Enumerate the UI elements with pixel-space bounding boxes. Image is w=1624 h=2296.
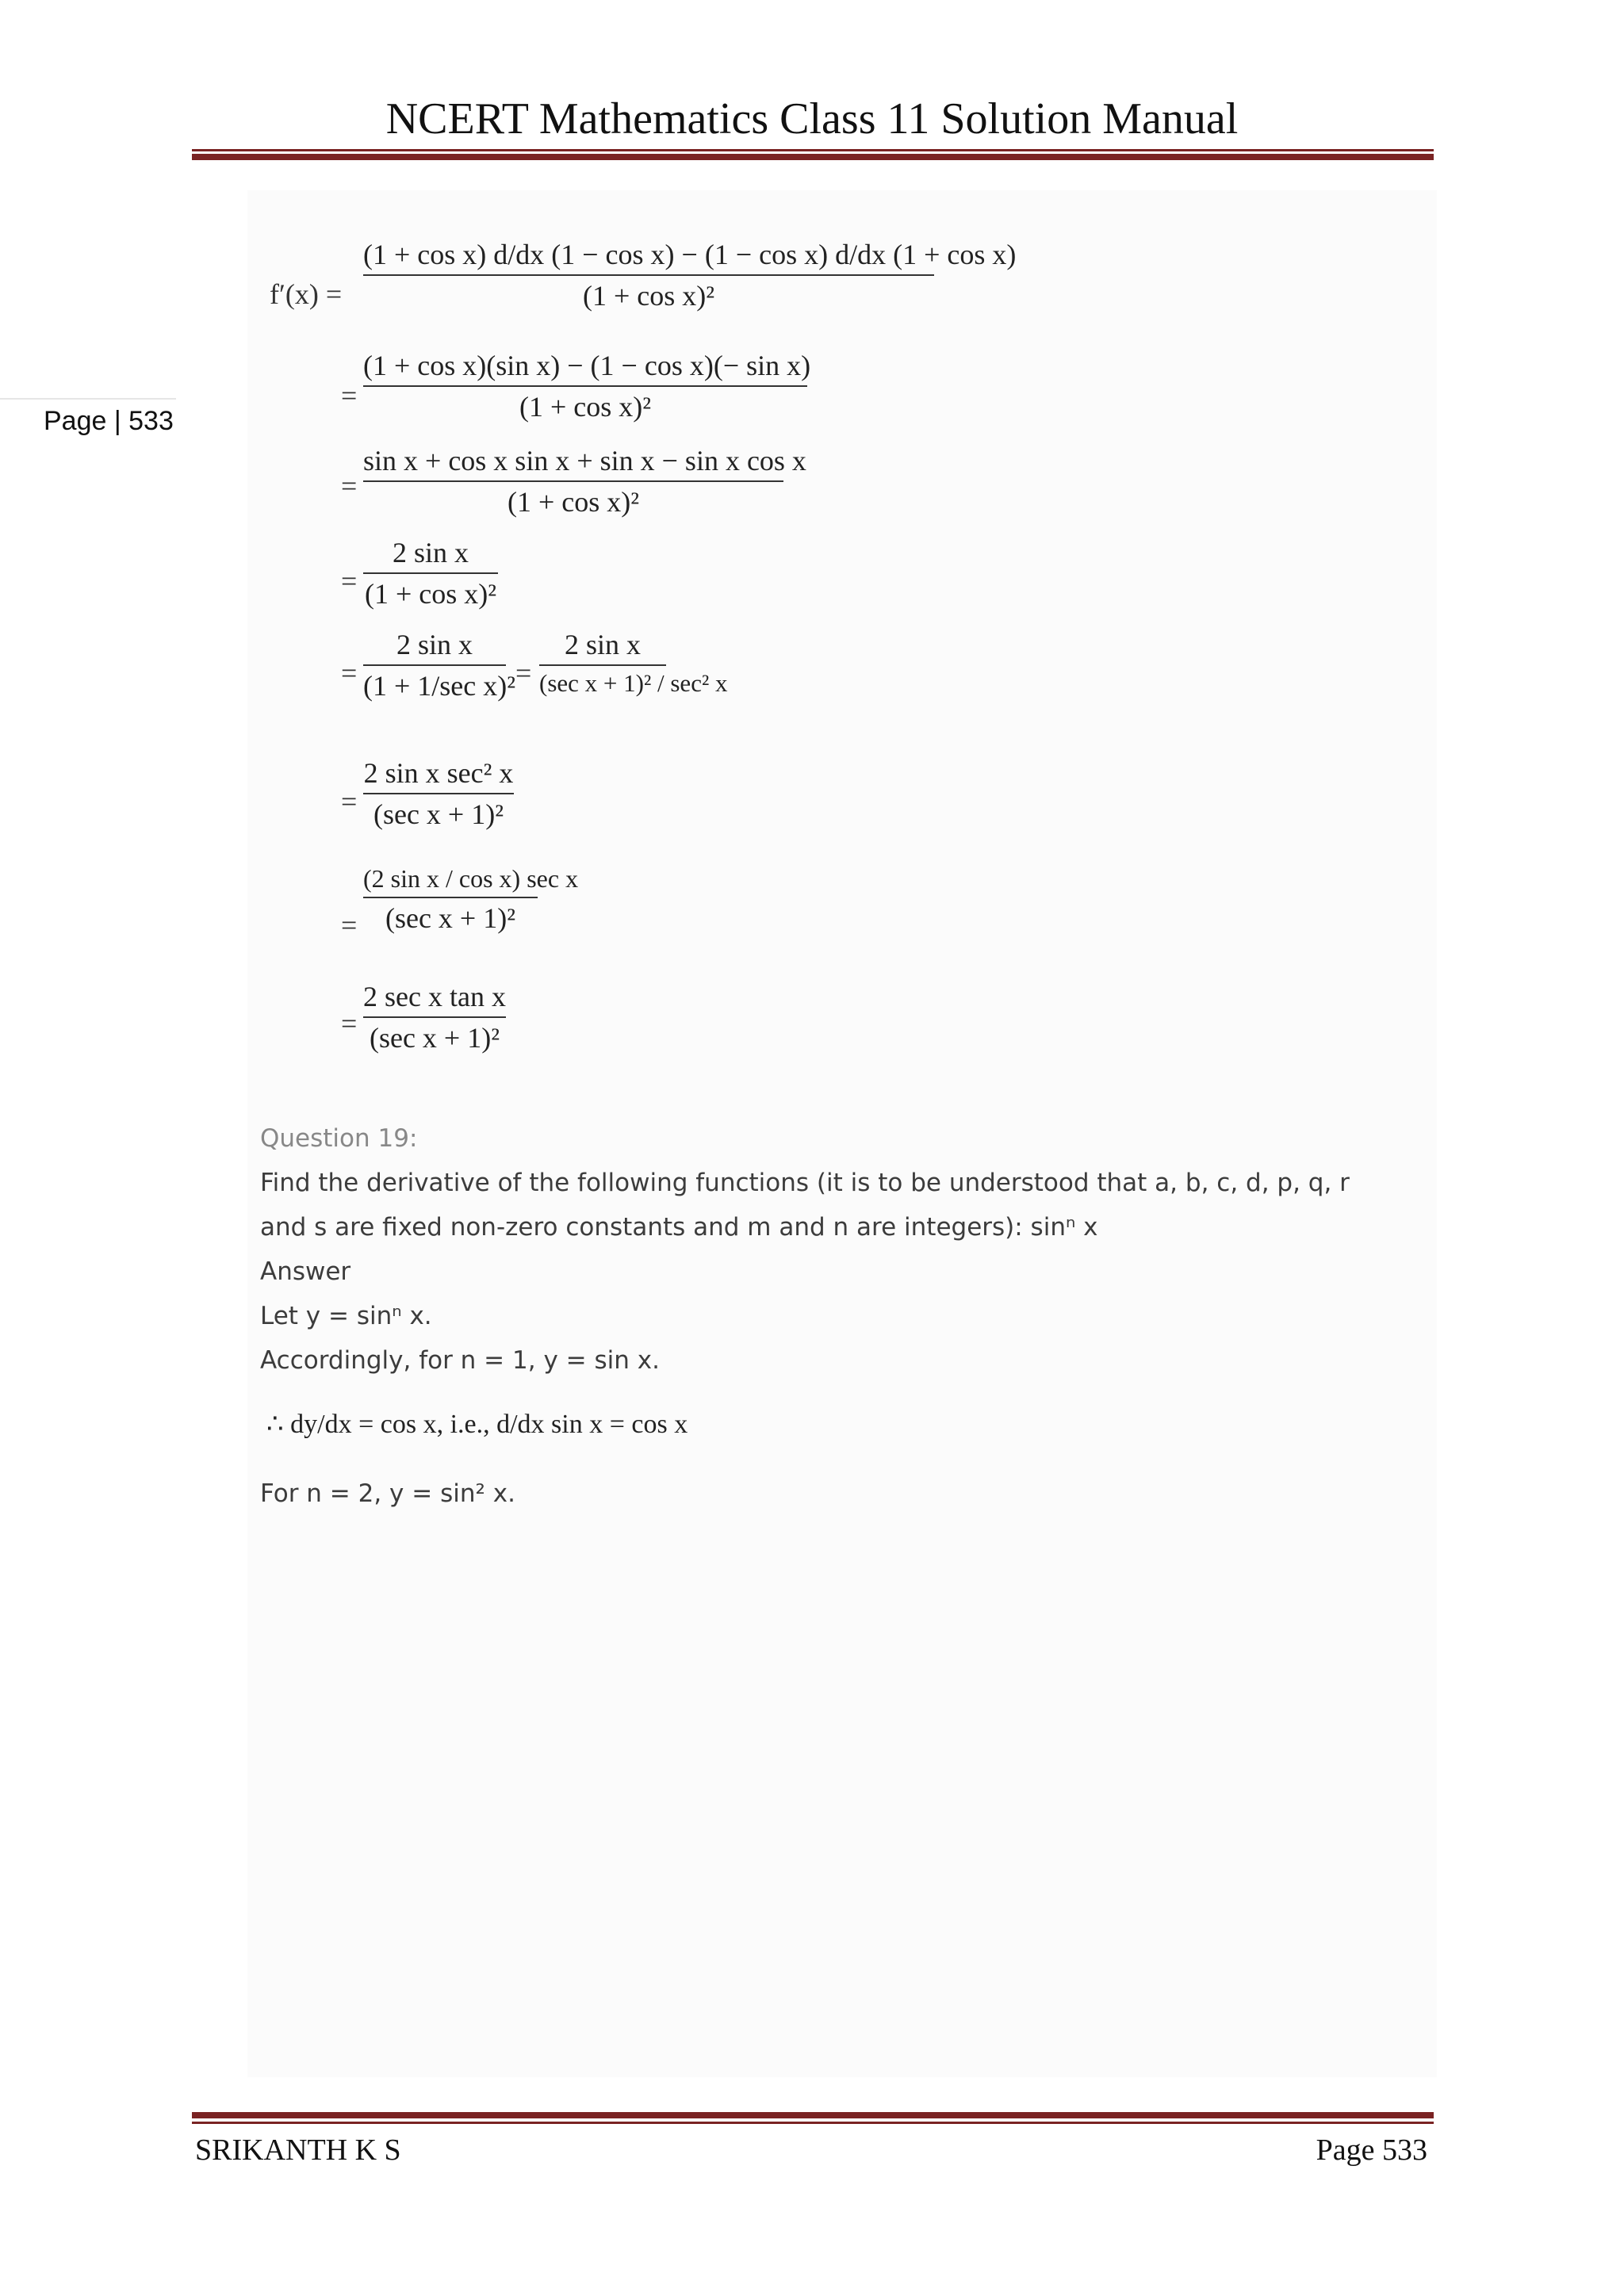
page-title: NCERT Mathematics Class 11 Solution Manual [385,94,1239,144]
step3-numerator: sin x + cos x sin x + sin x − sin x cos x [363,445,806,476]
step5a-denominator: (1 + 1/sec x)² [363,670,516,702]
fraction-bar [363,897,538,898]
step6-denominator: (sec x + 1)² [373,798,504,830]
equals-sign: = [341,909,358,941]
fraction-bar [363,274,934,276]
answer-therefore: ∴ dy/dx = cos x, i.e., d/dx sin x = cos x [266,1410,688,1439]
question-text-line1: Find the derivative of the following functions (it is to be understood that a, b, c, d, p, q, r [260,1169,1350,1197]
question-heading: Question 19: [260,1124,418,1153]
step2-numerator: (1 + cos x)(sin x) − (1 − cos x)(− sin x) [363,350,811,381]
header-rule [192,154,1434,160]
footer-page-number: Page 533 [1316,2133,1427,2167]
fraction-bar [363,1016,506,1018]
side-page-label: Page | 533 [44,406,174,436]
step6-numerator: 2 sin x sec² x [363,757,514,789]
step2-fraction [363,349,811,423]
step1-fraction [363,238,1017,312]
fraction-bar [363,664,506,666]
step4-fraction [363,536,498,610]
step4-denominator: (1 + cos x)² [364,578,497,610]
step3-denominator: (1 + cos x)² [507,486,640,518]
equals-sign: = [341,1008,358,1039]
step6-fraction [363,756,514,831]
step5a-numerator: 2 sin x [396,629,473,660]
step1-numerator: (1 + cos x) d/dx (1 − cos x) − (1 − cos x) d/dx (1 + cos x) [363,239,1017,270]
answer-for-n2: For n = 2, y = sin² x. [260,1479,515,1508]
side-divider [0,398,176,400]
derivative-lhs: f′(x) = [270,278,343,310]
answer-accordingly: Accordingly, for n = 1, y = sin x. [260,1346,660,1375]
fraction-bar [539,664,666,666]
step5b-fraction [539,628,728,698]
footer-rule-bottom [192,2122,1434,2124]
fraction-bar [363,572,498,574]
fraction-bar [363,385,807,387]
footer-rule [192,2112,1434,2118]
step7-numerator: (2 sin x / cos x) sec x [363,864,579,893]
equals-sign: = [341,786,358,817]
step4-numerator: 2 sin x [392,537,469,568]
step7-denominator: (sec x + 1)² [385,902,516,934]
fraction-bar [363,793,514,794]
equals-sign: = [515,657,532,689]
fraction-bar [363,480,783,482]
step3-fraction [363,444,806,519]
equals-sign: = [341,380,358,411]
equals-sign: = [341,565,358,597]
step5a-fraction [363,628,516,702]
step7-fraction [363,864,579,935]
step8-numerator: 2 sec x tan x [363,981,506,1012]
footer-author: SRIKANTH K S [195,2133,401,2167]
question-text-line2: and s are fixed non-zero constants and m and n are integers): sinⁿ x [260,1213,1098,1242]
equals-sign: = [341,470,358,502]
step8-fraction [363,980,506,1054]
equals-sign: = [341,657,358,689]
answer-label: Answer [260,1257,351,1286]
step8-denominator: (sec x + 1)² [369,1022,500,1054]
step2-denominator: (1 + cos x)² [519,391,652,423]
answer-let: Let y = sinⁿ x. [260,1302,432,1330]
header-rule-top [192,149,1434,151]
step5b-numerator: 2 sin x [564,629,641,660]
step1-denominator: (1 + cos x)² [582,280,715,312]
step5b-denominator: (sec x + 1)² / sec² x [539,669,728,697]
